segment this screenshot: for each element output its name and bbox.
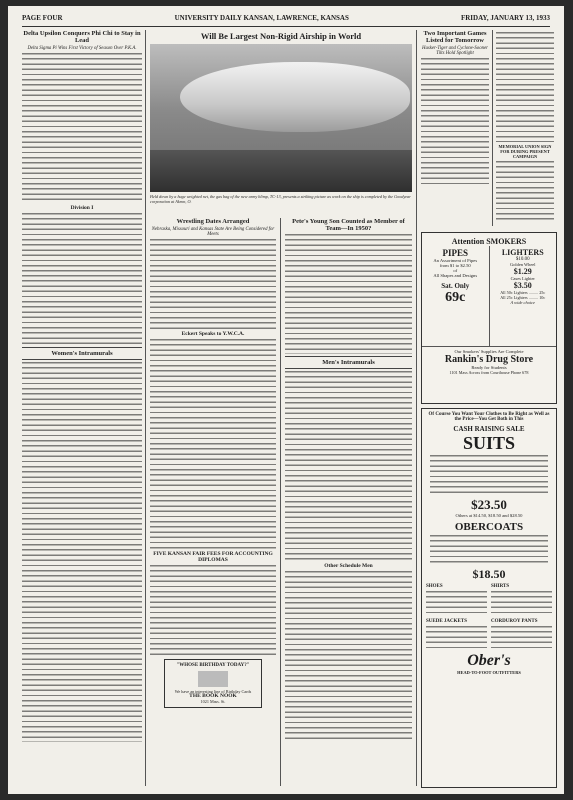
birthday-cake-illustration xyxy=(198,671,228,687)
airship-photo xyxy=(150,44,412,192)
paper-name: UNIVERSITY DAILY KANSAN, LAWRENCE, KANSAS xyxy=(174,14,349,22)
article-body xyxy=(150,565,276,655)
article-body xyxy=(421,58,489,188)
subhead-husker-tiger: Husker-Tiger and Cyclone-Sooner Tilts Hold Spotlight xyxy=(422,46,488,57)
headline-mens-intramurals: Men's Intramurals xyxy=(285,356,412,369)
masthead xyxy=(22,14,550,27)
article-body xyxy=(22,275,142,345)
ad-body xyxy=(426,626,487,648)
headline-petes-son: Pete's Young Son Counted as Member of Team—In 1950? xyxy=(292,218,405,232)
standings-title: Division I xyxy=(70,205,94,212)
headline-wrestling: Wrestling Dates Arranged xyxy=(176,218,250,225)
book-nook-ad: "WHOSE BIRTHDAY TODAY?" We have an interesting line of Birthday Cards THE BOOK NOOK 1021 Mass. St. xyxy=(164,659,262,708)
headline-accounting: FIVE KANSAN FAIR FEES FOR ACCOUNTING DIPLOMAS xyxy=(153,551,273,564)
subhead-delta-sigma-pi: Delta Sigma Pi Wins First Victory of Season Over P.K.A. xyxy=(27,46,137,51)
column-rule xyxy=(280,218,281,786)
article-body xyxy=(285,571,412,741)
airship-hull xyxy=(180,62,410,132)
smokers-ad: Attention SMOKERS PIPES An Assortment of Pipes from $1 to $2.50 of All Shapes and Designs Sat. Only 69c LIGHTERS $10.00 Golden Wheel $1.29 Cases Lighter $3.50 All 50c Lighters ......... 25c All 25c Lighters ......... 10c A wide choice Our Smokers' Supplies Are Complete Rankin's Drug Store Ready for Students 1101 Mass Across from Courthouse Phone 678 xyxy=(421,232,557,404)
rankins-drug-store: Rankin's Drug Store xyxy=(444,354,534,365)
hangar-floor xyxy=(150,150,412,192)
ad-body xyxy=(491,591,552,617)
headline-two-games: Two Important Games Listed for Tomorrow xyxy=(423,30,487,44)
ad-body xyxy=(426,591,487,617)
issue-date: FRIDAY, JANUARY 13, 1933 xyxy=(460,14,550,22)
column-rule xyxy=(492,30,493,226)
article-body xyxy=(150,339,276,549)
obers-logo: Ober's xyxy=(467,652,511,669)
ad-body xyxy=(430,455,548,495)
column-rule xyxy=(145,30,146,786)
headline-schedule: Other Schedule Men xyxy=(324,563,373,569)
ad-body xyxy=(430,535,548,565)
headline-memorial-union: MEMORIAL UNION SIGN FOR DURING PRESENT CAMPAIGN xyxy=(498,144,552,159)
column-rule xyxy=(416,30,417,786)
ad-body xyxy=(491,626,552,648)
newspaper-page xyxy=(8,6,564,794)
headline-eckert: Eckert Speaks to Y.W.C.A. xyxy=(181,331,245,338)
headline-delta-upsilon: Delta Upsilon Conquers Phi Chi to Stay in Lead xyxy=(23,30,141,44)
article-body xyxy=(150,239,276,329)
page-number: PAGE FOUR xyxy=(22,14,63,22)
column-2 xyxy=(150,218,276,786)
column-1 xyxy=(22,30,142,786)
article-body xyxy=(285,371,412,561)
column-6-top xyxy=(496,30,554,226)
pipes-panel: PIPES An Assortment of Pipes from $1 to $2.50 of All Shapes and Designs Sat. Only 69c xyxy=(422,246,490,346)
box-score xyxy=(22,213,142,273)
subhead-wrestling: Nebraska, Missouri and Kansas State Are Being Considered for Meets xyxy=(151,227,275,238)
article-body xyxy=(22,362,142,742)
photo-caption: Held down by a huge weighted net, the gas bag of the new army blimp, TC-13, presents a striking picture as work on the ship is completed by the Goodyear corporation at Akron, O. xyxy=(150,194,411,204)
article-body xyxy=(22,53,142,203)
photo-headline: Will Be Largest Non-Rigid Airship in World xyxy=(200,31,362,41)
lighters-panel: LIGHTERS $10.00 Golden Wheel $1.29 Cases Lighter $3.50 All 50c Lighters ......... 25c All 25c Lighters ......... 10c A wide choice xyxy=(500,248,546,305)
article-body xyxy=(496,161,554,221)
article-body xyxy=(496,32,554,142)
column-3 xyxy=(285,218,412,786)
article-body xyxy=(285,234,412,354)
headline-womens-intramurals: Women's Intramurals xyxy=(22,347,142,360)
obers-ad: Of Course You Want Your Clothes to Be Right as Well as the Price—You Get Both in This CASH RAISING SALE SUITS $23.50 Others at $14.50, $18.50 and $28.50 OBERCOATS $18.50 SHOES SUEDE JACKETS SHIRTS CORDUROY PANTS Ober's HEAD-TO-FOOT OUTFITTERS xyxy=(421,408,557,788)
column-5-top xyxy=(421,30,489,226)
